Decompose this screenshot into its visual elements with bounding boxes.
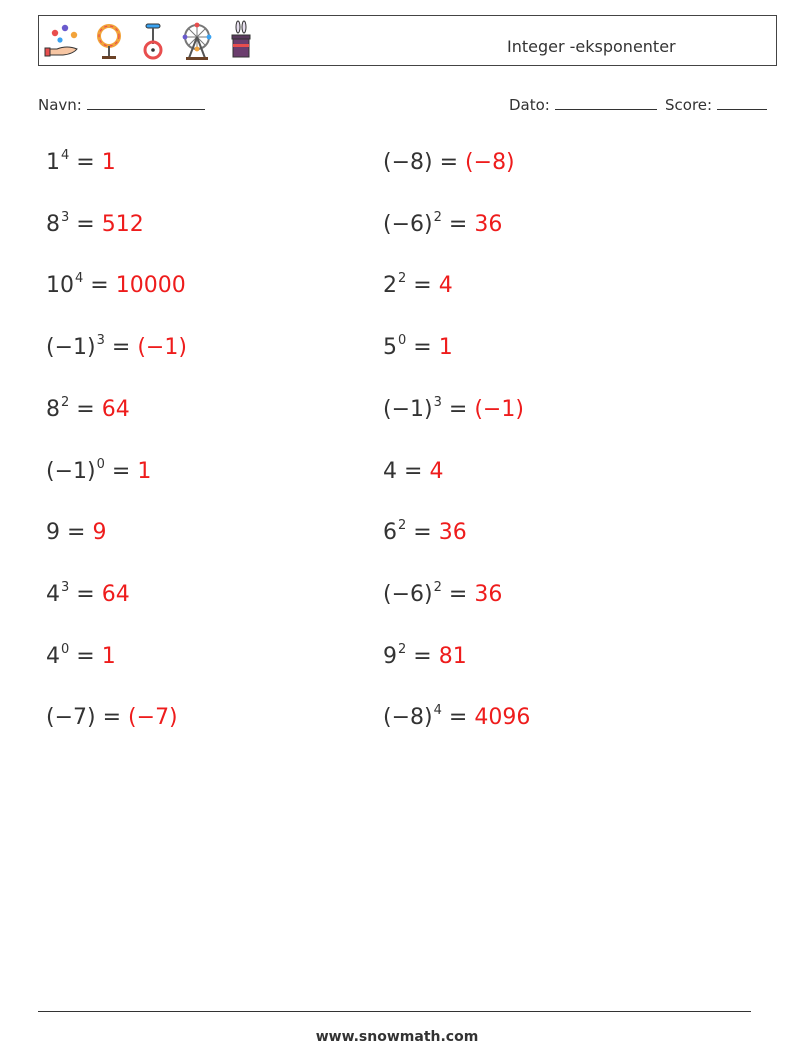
problem-answer: 512 [101, 211, 144, 237]
problem-base: 5 [383, 335, 397, 361]
equals-sign: = [448, 581, 468, 607]
equals-sign: = [413, 520, 432, 546]
problem-exponent: 2 [398, 641, 407, 657]
ferris-wheel-icon [175, 19, 219, 63]
equals-sign: = [90, 273, 109, 299]
problem-answer: 1 [101, 150, 116, 175]
problem-item [46, 210, 144, 240]
problem-answer: 81 [438, 643, 467, 669]
footer-url: www.snowmath.com [315, 1029, 479, 1045]
fire-hoop-icon [87, 19, 131, 63]
problem-base: (−1) [46, 335, 96, 361]
equals-sign: = [413, 273, 432, 299]
problem-answer: (−7) [128, 705, 178, 731]
problem-base: (−8) [383, 150, 433, 175]
problem-exponent: 0 [96, 456, 105, 472]
problem-item [46, 580, 130, 610]
worksheet-title: Integer -eksponenter [507, 37, 676, 56]
equals-sign: = [413, 643, 432, 669]
problem-item [383, 333, 453, 363]
problem-answer: 1 [137, 458, 152, 484]
score-label: Score: [665, 96, 713, 114]
equals-sign: = [76, 150, 95, 175]
problem-base: 9 [46, 520, 60, 546]
problem-base: 1 [46, 150, 60, 175]
score-blank[interactable] [717, 94, 767, 110]
problem-base: 8 [46, 396, 60, 422]
equals-sign: = [76, 643, 95, 669]
name-field [38, 94, 205, 115]
problem-item [383, 518, 467, 548]
score-field [665, 94, 767, 115]
equals-sign: = [102, 705, 122, 731]
juggling-hand-icon [43, 19, 87, 63]
problem-base: (−6) [383, 581, 433, 607]
problem-item [46, 457, 151, 487]
problem-exponent: 2 [433, 579, 442, 595]
date-field [509, 94, 657, 115]
problem-base: 10 [46, 273, 74, 299]
problem-item [383, 457, 443, 487]
problem-answer: 36 [474, 211, 503, 237]
footer-divider [38, 1011, 751, 1012]
problem-answer: 1 [438, 335, 453, 361]
problem-answer: 64 [101, 581, 130, 607]
problem-item [383, 580, 502, 610]
problem-item [383, 148, 515, 178]
problem-answer: 10000 [115, 273, 186, 299]
equals-sign: = [413, 335, 432, 361]
equals-sign: = [448, 211, 468, 237]
date-label: Dato: [509, 96, 550, 114]
problem-item [383, 642, 467, 672]
problem-answer: 4096 [474, 705, 531, 731]
name-blank[interactable] [87, 94, 205, 110]
problem-answer: 36 [474, 581, 503, 607]
problem-answer: 9 [92, 520, 107, 546]
problem-base: (−6) [383, 211, 433, 237]
problem-base: 4 [46, 581, 60, 607]
problem-answer: 4 [438, 273, 453, 299]
problem-item [46, 518, 106, 548]
problem-exponent: 4 [75, 271, 84, 287]
problem-exponent: 4 [61, 148, 70, 163]
equals-sign: = [404, 458, 423, 484]
problem-answer: (−1) [474, 396, 524, 422]
header-icons [43, 19, 263, 63]
problem-exponent: 0 [398, 333, 407, 349]
problem-base: (−7) [46, 705, 96, 731]
problem-base: (−1) [383, 396, 433, 422]
problem-answer: 36 [438, 520, 467, 546]
problem-item [46, 395, 130, 425]
problem-item [46, 642, 116, 672]
problem-item [383, 703, 530, 733]
equals-sign: = [439, 150, 459, 175]
magic-hat-icon [219, 19, 263, 63]
problem-item [46, 333, 187, 363]
problem-base: 6 [383, 520, 397, 546]
problem-item [383, 271, 453, 301]
problem-exponent: 3 [61, 579, 70, 595]
problem-exponent: 4 [433, 703, 442, 719]
worksheet-header [38, 15, 777, 66]
equals-sign: = [111, 458, 131, 484]
problem-answer: (−1) [137, 335, 187, 361]
problem-item [383, 210, 502, 240]
problem-base: 9 [383, 643, 397, 669]
problem-item [46, 148, 116, 178]
problem-base: (−1) [46, 458, 96, 484]
date-blank[interactable] [555, 94, 657, 110]
problem-base: (−8) [383, 705, 433, 731]
problem-exponent: 2 [398, 271, 407, 287]
problem-exponent: 0 [61, 641, 70, 657]
problem-exponent: 3 [433, 394, 442, 410]
problem-base: 2 [383, 273, 397, 299]
problem-exponent: 3 [61, 209, 70, 225]
problem-exponent: 2 [433, 209, 442, 225]
equals-sign: = [76, 211, 95, 237]
problem-exponent: 2 [61, 394, 70, 410]
equals-sign: = [448, 396, 468, 422]
equals-sign: = [111, 335, 131, 361]
problem-answer: 4 [429, 458, 444, 484]
problem-base: 8 [46, 211, 60, 237]
equals-sign: = [448, 705, 468, 731]
name-label: Navn: [38, 96, 82, 114]
problem-answer: (−8) [465, 150, 515, 175]
unicycle-icon [131, 19, 175, 63]
equals-sign: = [76, 396, 95, 422]
problem-answer: 64 [101, 396, 130, 422]
problem-item [46, 271, 186, 301]
problem-item [46, 703, 178, 733]
problem-base: 4 [46, 643, 60, 669]
problem-exponent: 3 [96, 333, 105, 349]
equals-sign: = [76, 581, 95, 607]
equals-sign: = [67, 520, 86, 546]
problem-exponent: 2 [398, 518, 407, 534]
problem-item [383, 395, 524, 425]
problem-base: 4 [383, 458, 397, 484]
problem-answer: 1 [101, 643, 116, 669]
